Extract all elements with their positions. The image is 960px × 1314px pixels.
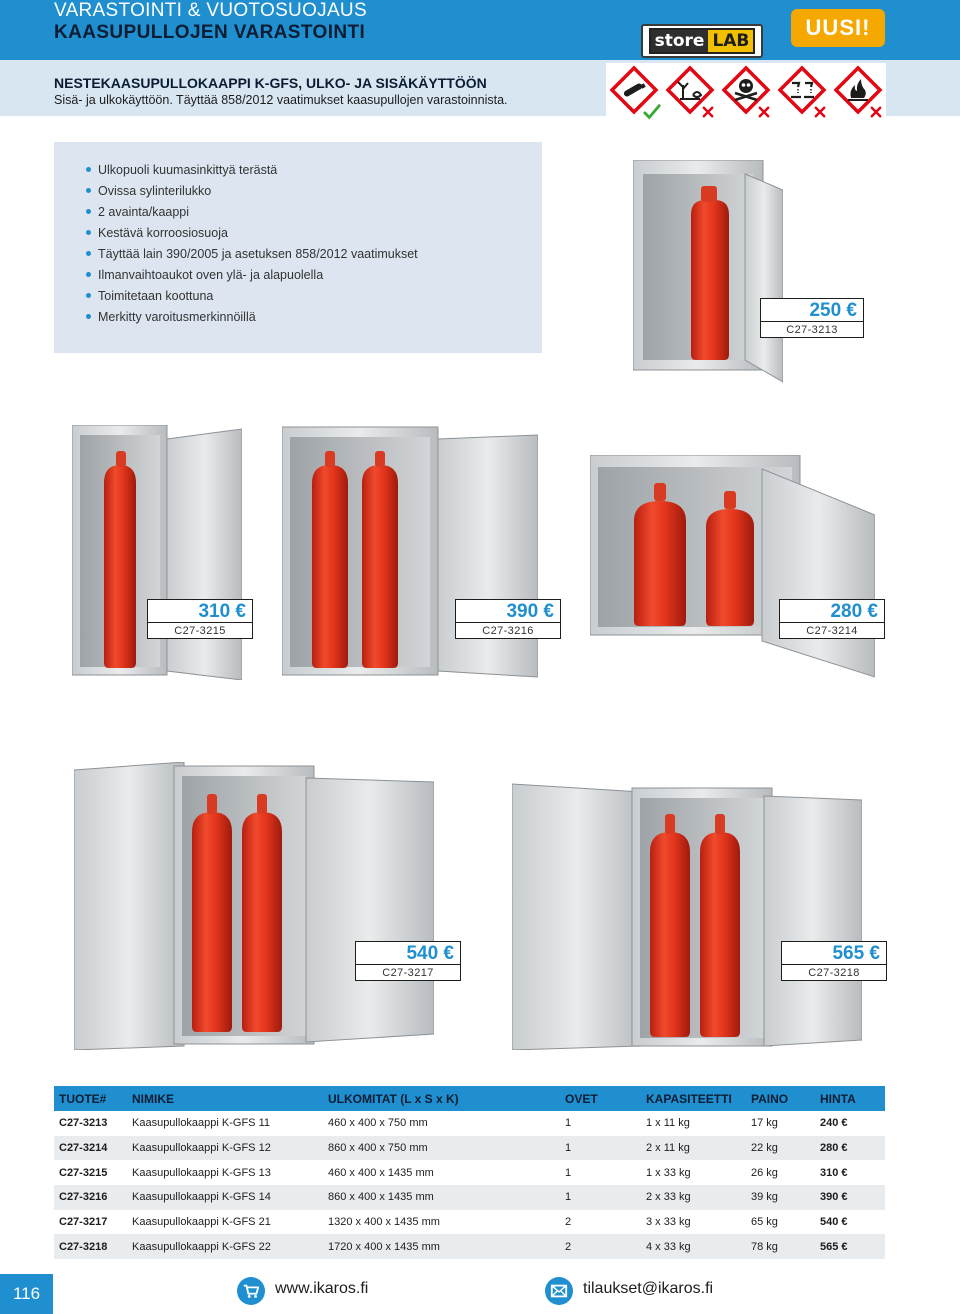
cell-weight: 22 kg	[746, 1136, 815, 1161]
shopping-cart-icon	[237, 1277, 265, 1305]
column-header: PAINO	[746, 1086, 815, 1111]
cell-weight: 78 kg	[746, 1234, 815, 1259]
cell-code: C27-3216	[54, 1185, 127, 1210]
feature-item: 2 avainta/kaappi	[98, 202, 542, 223]
cell-doors: 1	[560, 1185, 641, 1210]
new-badge: UUSI!	[791, 9, 885, 47]
column-header: OVET	[560, 1086, 641, 1111]
cell-code: C27-3214	[54, 1136, 127, 1161]
flammable-icon	[833, 65, 883, 115]
header-bar	[0, 0, 960, 60]
page-number: 116	[0, 1274, 53, 1314]
column-header: TUOTE#	[54, 1086, 127, 1111]
price-tag	[147, 599, 253, 639]
cell-name: Kaasupullokaappi K-GFS 22	[127, 1234, 323, 1259]
price-value: 565 €	[832, 943, 880, 964]
price-value: 250 €	[809, 300, 857, 321]
cell-doors: 1	[565, 1166, 572, 1179]
cell-name: Kaasupullokaappi K-GFS 21	[132, 1216, 271, 1229]
page-title: KAASUPULLOJEN VARASTOINTI	[54, 22, 366, 43]
feature-item: Ilmanvaihtoaukot oven ylä- ja alapuolella	[98, 265, 542, 286]
cell-dimensions: 460 x 400 x 1435 mm	[328, 1166, 434, 1179]
column-header: KAPASITEETTI	[641, 1086, 746, 1111]
product-code: C27-3213	[761, 321, 863, 338]
cell-capacity: 3 x 33 kg	[646, 1216, 691, 1229]
cell-capacity: 4 x 33 kg	[641, 1234, 746, 1259]
table-row	[54, 1185, 885, 1210]
cell-dimensions: 1320 x 400 x 1435 mm	[328, 1216, 440, 1229]
cell-name: Kaasupullokaappi K-GFS 14	[127, 1185, 323, 1210]
table-header-row	[54, 1086, 885, 1111]
cell-dimensions: 860 x 400 x 750 mm	[323, 1136, 560, 1161]
product-code: C27-3215	[148, 622, 252, 639]
table-row	[54, 1160, 885, 1185]
toxic-skull-icon	[721, 65, 771, 115]
logo-text-lab: LAB	[708, 30, 753, 52]
cell-code: C27-3217	[59, 1216, 108, 1229]
cell-price: 240 €	[820, 1117, 848, 1130]
table-row	[54, 1234, 885, 1259]
cell-weight: 26 kg	[751, 1166, 778, 1179]
cell-doors: 2	[560, 1234, 641, 1259]
environment-icon	[665, 65, 715, 115]
price-tag	[779, 599, 885, 639]
column-header: NIMIKE	[127, 1086, 323, 1111]
cell-capacity: 1 x 33 kg	[646, 1166, 691, 1179]
feature-item: Täyttää lain 390/2005 ja asetuksen 858/2012 vaatimukset	[98, 244, 542, 265]
feature-item: Ulkopuoli kuumasinkittyä terästä	[98, 160, 542, 181]
cell-code: C27-3218	[54, 1234, 127, 1259]
gas-cylinder-icon	[609, 65, 659, 115]
table-row	[54, 1136, 885, 1161]
cell-code: C27-3215	[59, 1166, 108, 1179]
product-image-c27-3215	[72, 425, 242, 680]
cell-doors: 1	[565, 1117, 572, 1130]
cell-weight: 65 kg	[751, 1216, 778, 1229]
column-header: HINTA	[815, 1086, 885, 1111]
cell-capacity: 2 x 11 kg	[641, 1136, 746, 1161]
cell-dimensions: 860 x 400 x 1435 mm	[323, 1185, 560, 1210]
cell-weight: 17 kg	[751, 1117, 778, 1130]
price-tag	[355, 941, 461, 981]
price-value: 280 €	[830, 601, 878, 622]
cell-doors: 2	[565, 1216, 572, 1229]
price-value: 540 €	[406, 943, 454, 964]
email-link[interactable]: tilaukset@ikaros.fi	[583, 1280, 714, 1297]
section-title: VARASTOINTI & VUOTOSUOJAUS	[54, 0, 367, 21]
product-title: NESTEKAASUPULLOKAAPPI K-GFS, ULKO- JA SISÄKÄYTTÖÖN	[54, 75, 487, 91]
product-image-c27-3217	[74, 762, 434, 1050]
price-tag	[455, 599, 561, 639]
feature-item: Ovissa sylinterilukko	[98, 181, 542, 202]
cross-icon	[869, 105, 883, 119]
cell-name: Kaasupullokaappi K-GFS 12	[127, 1136, 323, 1161]
cross-icon	[757, 105, 771, 119]
cell-capacity: 1 x 11 kg	[646, 1117, 690, 1130]
check-icon	[643, 103, 661, 121]
cell-price: 280 €	[815, 1136, 885, 1161]
storelab-logo	[641, 24, 763, 58]
product-code: C27-3214	[780, 622, 884, 639]
cell-price: 565 €	[815, 1234, 885, 1259]
cell-code: C27-3213	[59, 1117, 108, 1130]
cell-capacity: 2 x 33 kg	[641, 1185, 746, 1210]
product-code: C27-3217	[356, 964, 460, 981]
feature-item: Merkitty varoitusmerkinnöillä	[98, 307, 542, 328]
product-image-c27-3214	[590, 455, 875, 680]
product-subtitle: Sisä- ja ulkokäyttöön. Täyttää 858/2012 vaatimukset kaasupullojen varastoinnista.	[54, 93, 508, 107]
cell-price: 540 €	[820, 1216, 848, 1229]
feature-list-box	[54, 142, 542, 353]
cell-price: 310 €	[820, 1166, 848, 1179]
cell-dimensions: 1720 x 400 x 1435 mm	[323, 1234, 560, 1259]
product-table	[54, 1086, 885, 1259]
logo-text-store: store	[651, 30, 709, 52]
column-header: ULKOMITAT (L x S x K)	[323, 1086, 560, 1111]
website-link[interactable]: www.ikaros.fi	[275, 1280, 369, 1297]
product-image-c27-3216	[282, 425, 538, 680]
product-code: C27-3216	[456, 622, 560, 639]
cell-dimensions: 460 x 400 x 750 mm	[328, 1117, 428, 1130]
product-code: C27-3218	[782, 964, 886, 981]
cell-price: 390 €	[815, 1185, 885, 1210]
price-value: 310 €	[198, 601, 246, 622]
hazard-pictograms	[606, 63, 886, 117]
price-tag	[781, 941, 887, 981]
email-icon	[545, 1277, 573, 1305]
corrosive-icon	[777, 65, 827, 115]
table-row	[54, 1210, 885, 1235]
cross-icon	[813, 105, 827, 119]
product-image-c27-3218	[512, 778, 862, 1050]
price-tag	[760, 298, 864, 338]
feature-item: Kestävä korroosiosuoja	[98, 223, 542, 244]
product-image-c27-3213	[633, 160, 783, 385]
feature-item: Toimitetaan koottuna	[98, 286, 542, 307]
table-row	[54, 1111, 885, 1136]
price-value: 390 €	[506, 601, 554, 622]
cell-weight: 39 kg	[746, 1185, 815, 1210]
cross-icon	[701, 105, 715, 119]
cell-doors: 1	[560, 1136, 641, 1161]
cell-name: Kaasupullokaappi K-GFS 11	[132, 1117, 270, 1130]
cell-name: Kaasupullokaappi K-GFS 13	[132, 1166, 271, 1179]
